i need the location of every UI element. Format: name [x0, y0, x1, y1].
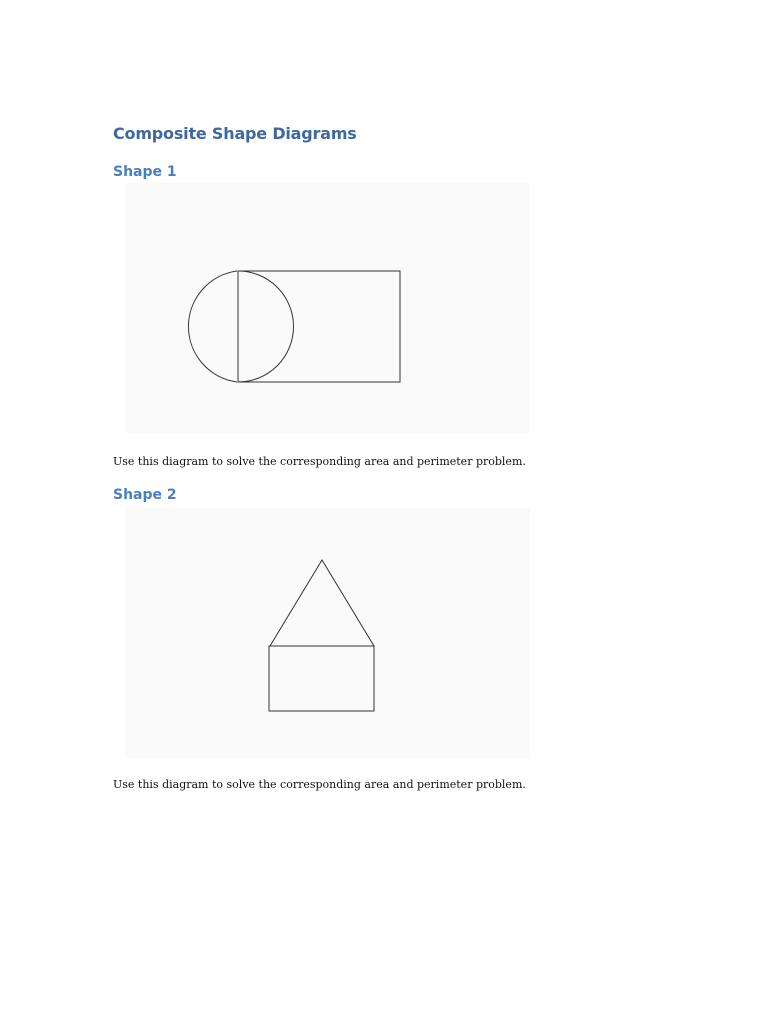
- shape-2-diagram: [125, 508, 530, 758]
- shape-1-svg: [125, 183, 530, 433]
- rectangle: [269, 646, 374, 711]
- section-heading-shape-1: Shape 1: [113, 164, 177, 180]
- rectangle: [238, 271, 400, 382]
- inner-semicircle-arc: [238, 271, 294, 382]
- section-heading-shape-2: Shape 2: [113, 487, 177, 503]
- shape-2-caption: Use this diagram to solve the corresponding area and perimeter problem.: [113, 778, 526, 791]
- shape-2-svg: [125, 508, 530, 758]
- triangle: [270, 560, 374, 646]
- outer-semicircle-arc: [188, 271, 237, 382]
- shape-1-caption: Use this diagram to solve the corresponding area and perimeter problem.: [113, 455, 526, 468]
- shape-1-diagram: [125, 183, 530, 433]
- page-title: Composite Shape Diagrams: [113, 124, 357, 143]
